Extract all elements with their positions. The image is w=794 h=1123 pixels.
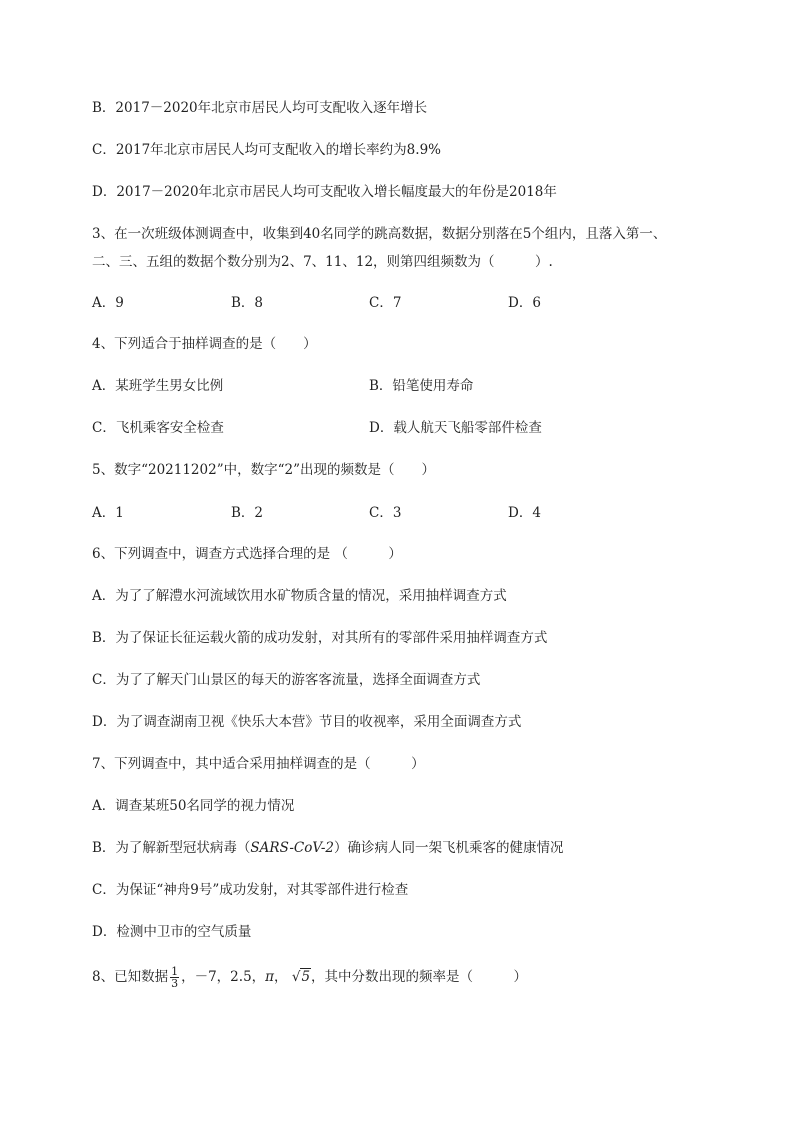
q6-stem: 6、下列调查中，调查方式选择合理的是 （ ）: [92, 546, 402, 562]
q8-stem-pre: 8、已知数据: [92, 969, 169, 985]
q8-sqrt-sign: √: [291, 969, 301, 985]
q7-option-d: D．检测中卫市的空气质量: [92, 924, 252, 940]
q7-option-b-virus: SARS-CoV-2: [250, 840, 335, 856]
q3-option-c: C．7: [369, 295, 402, 311]
q2-option-d: D．2017－2020年北京市居民人均可支配收入增长幅度最大的年份是2018年: [92, 184, 557, 200]
q8-fraction-denominator: 3: [171, 977, 179, 990]
q8-sep: ，: [274, 969, 288, 985]
q7-option-b: [92, 838, 564, 858]
q5-option-d: D．4: [508, 505, 541, 521]
q8-sqrt: [292, 967, 311, 987]
q8-sqrt-value: 5: [301, 969, 311, 985]
q7-option-a: A．调查某班50名同学的视力情况: [92, 798, 295, 814]
q3-stem-line1: 3、在一次班级体测调查中，收集到40名同学的跳高数据，数据分别落在5个组内，且落入第一、: [92, 226, 667, 242]
q4-option-d: D．载人航天飞船零部件检查: [369, 420, 542, 436]
q4-option-c: C．飞机乘客安全检查: [92, 420, 224, 436]
q4-stem: 4、下列适合于抽样调查的是（ ）: [92, 336, 317, 352]
q6-option-d: D．为了调查湖南卫视《快乐大本营》节目的收视率，采用全面调查方式: [92, 714, 522, 730]
q5-stem: 5、数字“20211202”中，数字“2”出现的频数是（ ）: [92, 462, 435, 478]
q8-stem-post: ，其中分数出现的频率是（ ）: [311, 969, 528, 985]
q5-option-a: A．1: [92, 505, 124, 521]
q8-pi: π: [265, 969, 275, 985]
q5-option-b: B．2: [231, 505, 264, 521]
q3-option-a: A．9: [92, 295, 124, 311]
q4-option-a: A．某班学生男女比例: [92, 378, 224, 394]
q5-option-c: C．3: [369, 505, 402, 521]
q8-stem: [92, 966, 527, 989]
q6-option-b: B．为了保证长征运载火箭的成功发射，对其所有的零部件采用抽样调查方式: [92, 630, 548, 646]
q2-option-b: B．2017－2020年北京市居民人均可支配收入逐年增长: [92, 100, 428, 116]
q8-fraction: [170, 966, 179, 989]
q3-option-b: B．8: [231, 295, 264, 311]
q7-option-b-pre: B．为了解新型冠状病毒（: [92, 840, 251, 856]
q6-option-a: A．为了了解澧水河流域饮用水矿物质含量的情况，采用抽样调查方式: [92, 588, 507, 604]
q3-stem-line2: 二、三、五组的数据个数分别为2、7、11、12，则第四组频数为（ ）.: [92, 254, 553, 270]
q3-option-d: D．6: [508, 295, 541, 311]
q6-option-c: C．为了了解天门山景区的每天的游客客流量，选择全面调查方式: [92, 672, 481, 688]
q7-stem: 7、下列调查中，其中适合采用抽样调查的是（ ）: [92, 756, 425, 772]
q2-option-c: C．2017年北京市居民人均可支配收入的增长率约为8.9%: [92, 142, 441, 158]
q8-fraction-numerator: 1: [171, 965, 179, 978]
q8-stem-mid: ，－7，2.5，: [181, 969, 266, 985]
q7-option-c: C．为保证“神舟9号”成功发射，对其零部件进行检查: [92, 882, 409, 898]
q4-option-b: B．铅笔使用寿命: [369, 378, 474, 394]
q7-option-b-post: ）确诊病人同一架飞机乘客的健康情况: [334, 840, 564, 856]
